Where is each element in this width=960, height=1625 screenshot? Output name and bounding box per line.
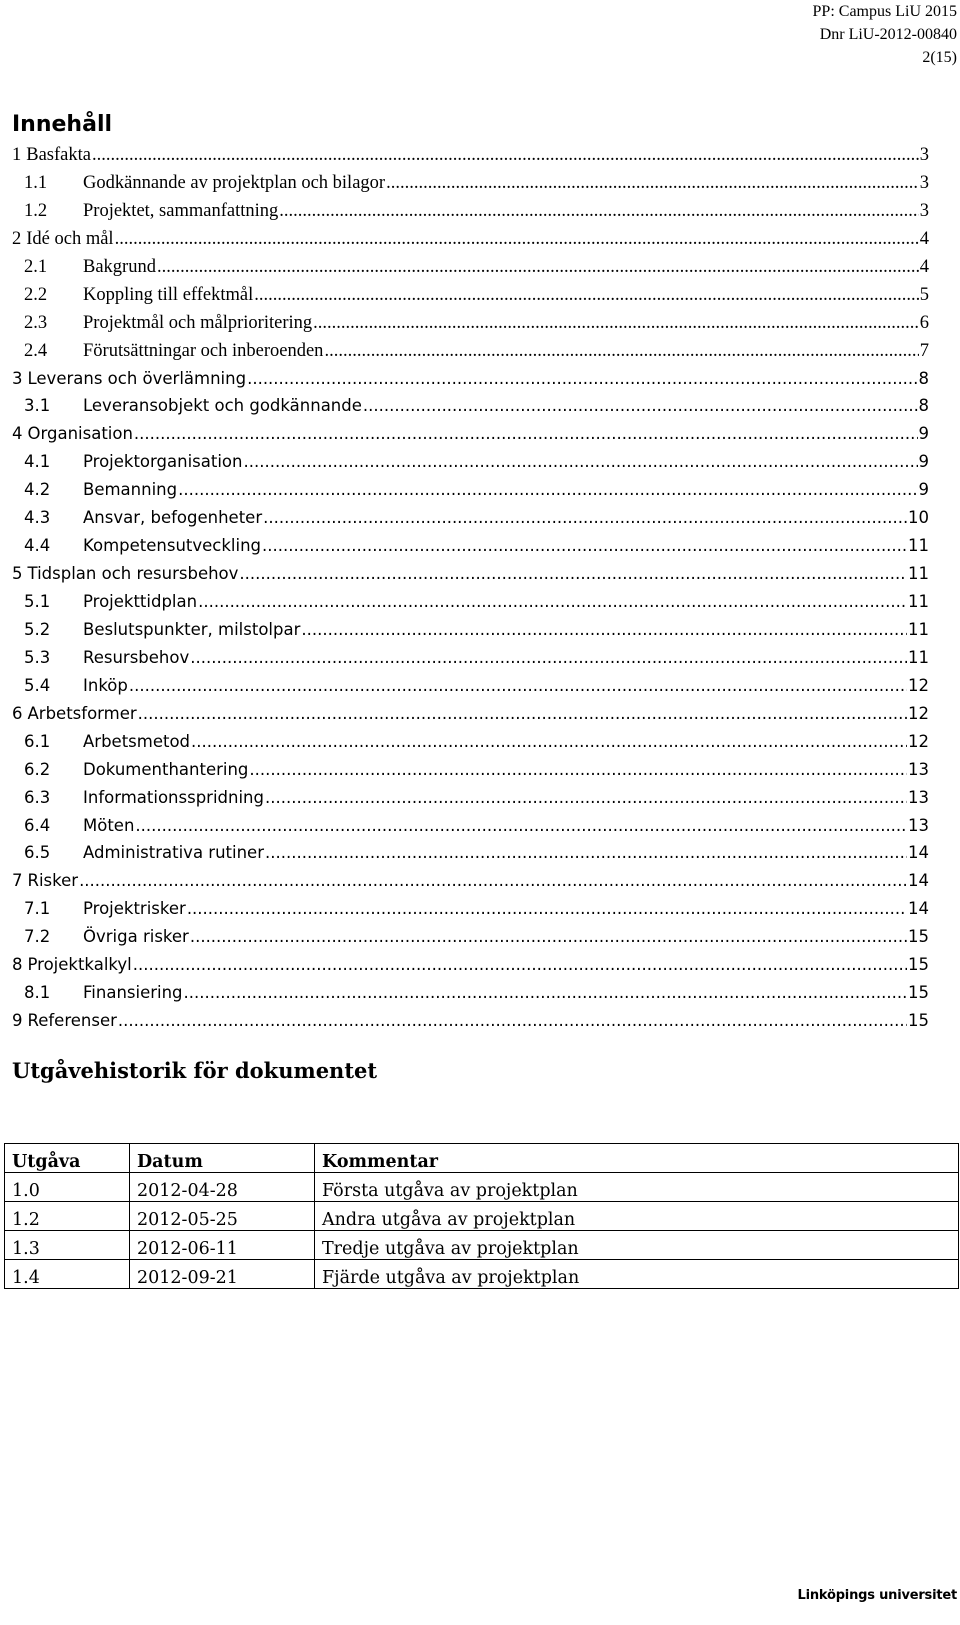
toc-entry-label: Administrativa rutiner [83,843,264,863]
toc-entry[interactable] [12,732,929,760]
toc-leader-dots [115,229,919,250]
toc-entry-label: Leverans och överlämning [27,368,247,388]
comment-cell: Tredje utgåva av projektplan [315,1231,959,1260]
toc-entry-number: 6.2 [24,759,51,779]
version-cell: 1.4 [5,1260,130,1289]
toc-entry-page: 12 [908,731,929,751]
toc-entry-number: 5.3 [24,647,51,667]
university-logo: Linköpings universitet [797,1588,957,1603]
toc-entry-page: 3 [919,172,929,193]
toc-entry-label: Projekttidplan [83,592,198,611]
toc-leader-dots [190,648,907,667]
toc-entry-number: 6.1 [24,731,51,751]
toc-entry-label: Informationsspridning [83,787,264,807]
toc-entry-number: 1 [12,145,22,165]
toc-entry-page: 11 [908,592,929,611]
date-cell: 2012-09-21 [130,1260,315,1289]
page-number: 2(15) [922,49,957,66]
toc-entry-number: 2 [12,228,22,249]
toc-entry-number: 2.3 [24,312,48,333]
toc-entry-label: Projektet, sammanfattning [83,200,279,221]
toc-entry[interactable] [12,592,929,620]
toc-entry[interactable] [12,341,929,369]
toc-entry-label: Projektorganisation [83,452,243,472]
toc-entry-page: 13 [908,759,929,779]
toc-entry-page: 9 [918,424,929,444]
toc-entry-number: 5.2 [24,619,51,639]
toc-entry-page: 12 [908,703,929,723]
toc-entry-label: Bemanning [83,480,178,500]
version-cell: 1.3 [5,1231,130,1260]
toc-leader-dots [79,871,907,890]
column-header-comment: Kommentar [315,1144,959,1173]
toc-entry-label: Dokumenthantering [83,759,249,779]
toc-leader-dots [129,676,907,695]
revision-history-table [4,1143,959,1289]
toc-entry-page: 11 [908,619,929,639]
toc-entry-page: 3 [919,200,929,221]
toc-entry-label: Kompetensutveckling [83,536,262,556]
toc-leader-dots [187,899,907,918]
toc-entry-label: Godkännande av projektplan och bilagor [83,172,386,193]
toc-entry[interactable] [12,313,929,341]
toc-entry[interactable] [12,620,929,648]
history-title: Utgåvehistorik för dokumentet [12,1058,378,1083]
toc-entry-page: 13 [908,815,929,835]
table-row [5,1173,959,1202]
toc-entry[interactable] [12,983,929,1011]
toc-leader-dots [247,369,917,388]
toc-entry[interactable] [12,871,929,899]
toc-leader-dots [243,452,917,471]
toc-leader-dots [263,508,907,527]
toc-entry-page: 14 [908,871,929,891]
toc-entry-number: 2.4 [24,340,48,361]
toc-leader-dots [118,1011,907,1030]
toc-entry[interactable] [12,704,929,732]
toc-entry-page: 13 [908,787,929,807]
toc-entry-page: 11 [908,536,929,556]
toc-entry-page: 11 [908,564,929,584]
toc-entry-label: Förutsättningar och inberoenden [83,340,324,361]
toc-entry-label: Referenser [27,1011,117,1031]
toc-entry-label: Bakgrund [83,256,156,277]
toc-entry-label: Finansiering [83,983,183,1003]
toc-leader-dots [190,927,907,946]
toc-leader-dots [301,620,907,639]
page-header [813,0,957,69]
toc-entry-page: 4 [919,256,929,277]
toc-leader-dots [178,480,917,499]
comment-cell: Andra utgåva av projektplan [315,1202,959,1231]
toc-entry-label: Leveransobjekt och godkännande [83,396,362,416]
toc-entry-page: 14 [908,843,929,863]
toc-entry-label: Ansvar, befogenheter [83,508,263,528]
toc-entry-label: Möten [83,815,135,835]
toc-entry-page: 15 [908,955,929,975]
toc-entry[interactable] [12,648,929,676]
toc-entry[interactable] [12,843,929,871]
table-row [5,1260,959,1289]
toc-entry-number: 1.2 [24,200,48,221]
toc-entry-page: 12 [908,675,929,695]
toc-entry-page: 15 [908,1011,929,1031]
toc-leader-dots [363,396,918,415]
date-cell: 2012-04-28 [130,1173,315,1202]
toc-leader-dots [254,285,919,306]
toc-leader-dots [324,341,918,362]
toc-leader-dots [135,816,907,835]
toc-entry-number: 7.2 [24,927,51,947]
toc-leader-dots [133,955,907,974]
column-header-version: Utgåva [5,1144,130,1173]
toc-entry[interactable] [12,536,929,564]
toc-entry-label: Koppling till effektmål [83,284,254,305]
version-cell: 1.2 [5,1202,130,1231]
toc-leader-dots [184,983,907,1002]
toc-entry[interactable] [12,508,929,536]
toc-entry-number: 6.4 [24,815,51,835]
toc-entry-label: Tidsplan och resursbehov [27,564,239,584]
toc-entry[interactable] [12,760,929,788]
toc-entry-label: Basfakta [26,145,91,165]
toc-entry[interactable] [12,676,929,704]
project-name: PP: Campus LiU 2015 [812,3,957,20]
toc-leader-dots [265,843,907,862]
toc-entry[interactable] [12,285,929,313]
toc-entry-label: Övriga risker [83,927,189,947]
toc-leader-dots [279,201,919,222]
toc-entry-page: 14 [908,899,929,919]
toc-entry-page: 5 [919,284,929,305]
toc-entry-number: 4.1 [24,452,51,472]
toc-entry-page: 8 [918,368,929,388]
toc-entry[interactable] [12,788,929,816]
toc-leader-dots [191,732,907,751]
document-number: Dnr LiU-2012-00840 [819,26,957,43]
toc-entry-number: 4.4 [24,536,51,556]
toc-entry[interactable] [12,229,929,257]
toc-entry[interactable] [12,145,929,173]
toc-entry[interactable] [12,480,929,508]
toc-leader-dots [386,173,919,194]
toc-entry-number: 7.1 [24,899,51,919]
toc-entry-number: 6.5 [24,843,51,863]
toc-leader-dots [262,536,907,555]
toc-entry-page: 7 [919,340,929,361]
toc-title: Innehåll [12,112,113,137]
toc-entry-number: 4.3 [24,508,51,528]
toc-entry-label: Projektmål och målprioritering [83,312,313,333]
toc-entry-number: 2.2 [24,284,48,305]
toc-leader-dots [249,760,907,779]
toc-leader-dots [198,592,907,611]
toc-entry-page: 15 [908,927,929,947]
toc-entry[interactable] [12,1011,929,1039]
toc-entry-label: Risker [27,871,79,891]
comment-cell: Första utgåva av projektplan [315,1173,959,1202]
toc-entry[interactable] [12,396,929,424]
toc-entry-number: 2.1 [24,256,48,277]
toc-entry-page: 9 [918,480,929,500]
toc-entry-page: 8 [918,396,929,416]
toc-entry[interactable] [12,452,929,480]
table-of-contents [12,145,929,1039]
toc-entry-number: 7 [12,871,23,891]
table-row [5,1202,959,1231]
table-header-row [5,1144,959,1173]
toc-entry-label: Arbetsformer [27,703,137,723]
toc-leader-dots [313,313,919,334]
toc-entry-number: 5.1 [24,592,51,611]
toc-entry-label: Arbetsmetod [83,731,191,751]
toc-entry-page: 11 [908,647,929,667]
toc-entry-label: Organisation [27,424,133,444]
toc-entry[interactable] [12,173,929,201]
toc-entry-page: 3 [919,145,929,165]
toc-entry-number: 9 [12,1011,23,1031]
toc-entry-label: Beslutspunkter, milstolpar [83,619,301,639]
toc-leader-dots [134,424,918,443]
toc-entry-page: 15 [908,983,929,1003]
toc-entry-number: 3 [12,368,23,388]
date-cell: 2012-06-11 [130,1231,315,1260]
comment-cell: Fjärde utgåva av projektplan [315,1260,959,1289]
toc-entry[interactable] [12,927,929,955]
toc-entry-number: 1.1 [24,172,48,193]
toc-entry[interactable] [12,816,929,844]
toc-entry-page: 9 [918,452,929,472]
version-cell: 1.0 [5,1173,130,1202]
toc-entry[interactable] [12,201,929,229]
toc-entry-number: 5 [12,564,23,584]
toc-entry-number: 8 [12,955,23,975]
toc-entry-number: 6.3 [24,787,51,807]
toc-entry-number: 8.1 [24,983,51,1003]
toc-entry-label: Projektkalkyl [27,955,132,975]
toc-entry[interactable] [12,257,929,285]
toc-entry[interactable] [12,955,929,983]
toc-entry-page: 6 [919,312,929,333]
toc-entry-number: 5.4 [24,675,51,695]
toc-entry[interactable] [12,369,929,397]
toc-entry-label: Projektrisker [83,899,186,919]
toc-leader-dots [265,788,907,807]
toc-entry-number: 3.1 [24,396,51,416]
toc-leader-dots [92,145,919,166]
table-row [5,1231,959,1260]
toc-entry-label: Inköp [83,675,128,695]
toc-entry[interactable] [12,424,929,452]
toc-entry-page: 10 [908,508,929,528]
toc-leader-dots [157,257,919,278]
toc-entry-page: 4 [919,228,929,249]
toc-entry-label: Idé och mål [26,228,114,249]
column-header-date: Datum [130,1144,315,1173]
toc-entry[interactable] [12,564,929,592]
toc-entry-number: 4.2 [24,480,51,500]
toc-entry-number: 6 [12,703,23,723]
date-cell: 2012-05-25 [130,1202,315,1231]
toc-entry-label: Resursbehov [83,647,190,667]
toc-entry-number: 4 [12,424,23,444]
toc-leader-dots [239,564,907,583]
toc-leader-dots [138,704,907,723]
toc-entry[interactable] [12,899,929,927]
